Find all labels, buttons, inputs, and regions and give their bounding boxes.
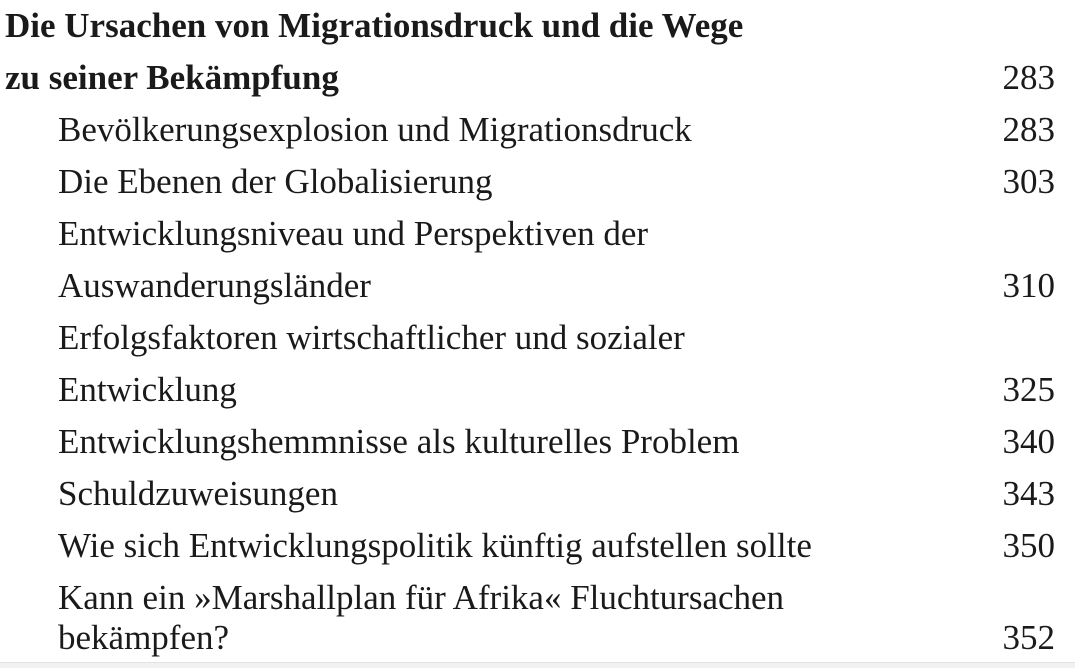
page-number: 283: [1002, 110, 1055, 149]
page-bottom-edge: [0, 662, 1075, 668]
page-number: 340: [1002, 422, 1055, 461]
page-number: 325: [1002, 370, 1055, 409]
section-title-line-2: [0, 52, 1075, 104]
toc-entry-title: Bevölkerungsexplosion und Migrationsdruck: [58, 110, 692, 149]
toc-entry-title: Entwicklungshemmnisse als kulturelles Problem: [58, 422, 740, 461]
toc-entry-title: Entwicklung: [58, 370, 237, 409]
section-title-text: Die Ursachen von Migrationsdruck und die Wege: [5, 6, 744, 45]
toc-entry-title: Wie sich Entwicklungspolitik künftig aufstellen sollte: [58, 526, 812, 565]
toc-entry-title: Kann ein »Marshallplan für Afrika« Fluchtursachen: [58, 578, 785, 617]
toc-entry-continuation: [0, 364, 1075, 416]
toc-entry-title: Schuldzuweisungen: [58, 474, 338, 513]
section-title-line-1: [0, 0, 1075, 52]
page-number: 303: [1002, 162, 1055, 201]
toc-entry-title: Entwicklungsniveau und Perspektiven der: [58, 214, 649, 253]
page-number: 283: [1002, 58, 1055, 97]
toc-entry: [0, 312, 1075, 364]
toc-entry-title: bekämpfen?: [58, 618, 230, 657]
page-number: 343: [1002, 474, 1055, 513]
page-number: 310: [1002, 266, 1055, 305]
toc-entry: [0, 156, 1075, 208]
toc-entry-title: Die Ebenen der Globalisierung: [58, 162, 493, 201]
toc-entry-continuation: [0, 614, 1075, 662]
page-number: 350: [1002, 526, 1055, 565]
toc-entry: [0, 208, 1075, 260]
toc-entry-title: Erfolgsfaktoren wirtschaftlicher und sozialer: [58, 318, 685, 357]
toc-entry: [0, 416, 1075, 468]
toc-entry: [0, 468, 1075, 520]
section-title-text: zu seiner Bekämpfung: [5, 58, 339, 97]
toc-entry-title: Auswanderungsländer: [58, 266, 371, 305]
page-number: 352: [1002, 618, 1055, 657]
toc-entry-continuation: [0, 260, 1075, 312]
toc-entry: [0, 520, 1075, 572]
toc-entry: [0, 104, 1075, 156]
